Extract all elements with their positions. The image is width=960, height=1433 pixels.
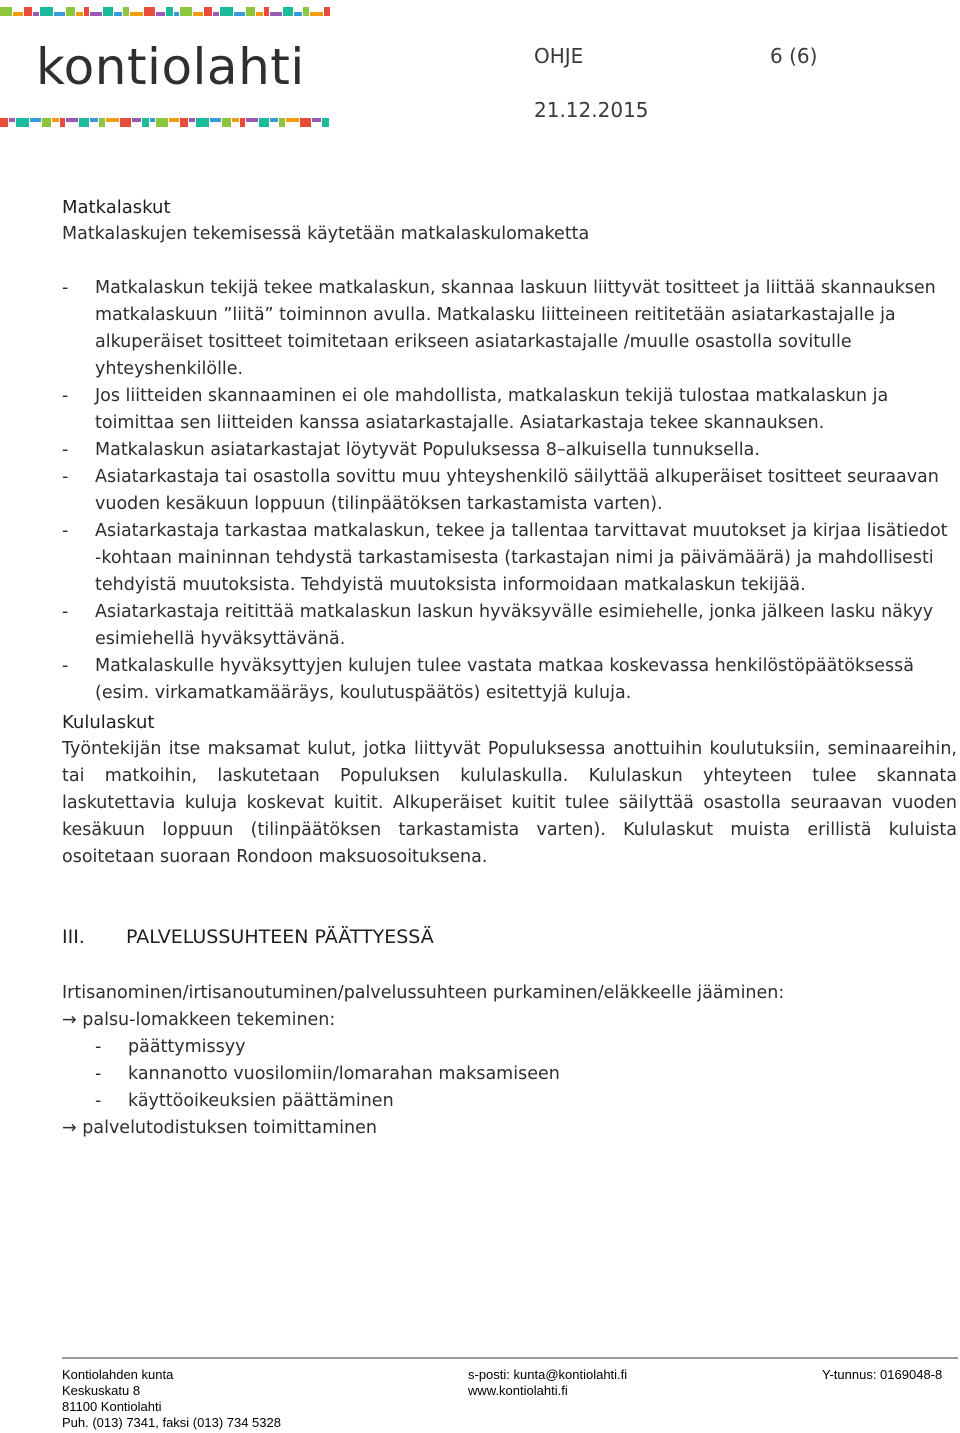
logo-stripe-segment <box>174 12 179 16</box>
logo-stripe-segment <box>283 7 293 16</box>
logo-stripe-segment <box>286 118 299 122</box>
footer-web[interactable]: www.kontiolahti.fi <box>468 1383 568 1398</box>
logo-stripe-segment <box>42 118 51 127</box>
logo-stripe-segment <box>30 118 41 122</box>
list-item: - Asiatarkastaja reitittää matkalaskun laskun hyväksyvälle esimiehelle, jonka jälkeen lasku näkyy esimiehellä hyväksyttävänä. <box>62 599 957 653</box>
logo-stripe-segment <box>180 118 188 127</box>
logo-stripe-segment <box>180 7 192 16</box>
logo-stripe-segment <box>220 7 233 16</box>
logo-stripe-segment <box>123 7 129 16</box>
footer-org: Kontiolahden kunta <box>62 1367 174 1382</box>
logo-stripe-segment <box>33 12 39 16</box>
logo-stripe-segment <box>279 118 285 127</box>
logo-stripe-segment <box>196 118 209 127</box>
logo-stripe-segment <box>324 7 330 16</box>
footer-right <box>822 1367 942 1383</box>
logo-stripe-segment <box>189 118 195 122</box>
footer-ytunnus: Y-tunnus: 0169048-8 <box>822 1367 943 1382</box>
list-item: - Jos liitteiden skannaaminen ei ole mahdollista, matkalaskun tekijä tulostaa matkalaskun ja toimittaa sen liitteiden kanssa asiatarkastajalle. Asiatarkastaja tekee skannauksen. <box>62 383 957 437</box>
section-heading-kululaskut: Kululaskut <box>62 712 155 733</box>
logo-stripe-segment <box>294 12 302 16</box>
logo-stripe-segment <box>156 12 165 16</box>
logo-stripe-segment <box>264 7 269 16</box>
section3-intro: Irtisanominen/irtisanoutuminen/palvelussuhteen purkaminen/eläkkeelle jääminen: <box>62 983 785 1003</box>
section-number: III. <box>62 926 85 948</box>
logo-stripe-segment <box>79 118 89 127</box>
logo-stripe-segment <box>9 118 15 122</box>
logo-stripe-segment <box>256 12 263 16</box>
logo-stripe-segment <box>246 118 258 122</box>
logo-stripe-segment <box>156 118 168 127</box>
list-item: - Matkalaskulle hyväksyttyjen kulujen tulee vastata matkaa koskevassa henkilöstöpäätöksessä (esim. virkamatkamääräys, koulutuspäätös) esitettyjä kuluja. <box>62 653 957 707</box>
logo-stripe-segment <box>54 12 65 16</box>
section-subtitle: Matkalaskujen tekemisessä käytetään matkalaskulomaketta <box>62 224 590 244</box>
list-item: - Matkalaskun tekijä tekee matkalaskun, skannaa laskuun liittyvät tositteet ja liittää skannauksen matkalaskuun ”liitä” toiminnon avulla. Matkalasku liitteineen reititetään asiatarkastajalle ja alkuperäiset tositteet toimitetaan erikseen asiatarkastajalle /muulle osastolla sovitulle yhteyshenkilölle. <box>62 275 957 383</box>
logo: kontiolahti <box>36 38 305 96</box>
logo-stripe-segment <box>232 118 239 122</box>
logo-bottom-stripe <box>0 118 330 134</box>
page-number: 6 (6) <box>770 44 818 68</box>
logo-stripe-segment <box>52 118 59 122</box>
matkalaskut-section <box>62 194 957 707</box>
logo-stripe-segment <box>76 12 83 16</box>
list-item: - Asiatarkastaja tai osastolla sovittu muu yhteyshenkilö säilyttää alkuperäiset tositteet seuraavan vuoden kesäkuun loppuun (tilinpäätöksen tarkastamista varten). <box>62 464 957 518</box>
logo-stripe-segment <box>303 7 309 16</box>
kululaskut-body: Työntekijän itse maksamat kulut, jotka liittyvät Populuksessa anottuihin koulutuksiin, seminaareihin, tai matkoihin, laskutetaan Populuksen kululaskulla. Kululaskun yhteyteen tulee skannata laskutettavia kuluja koskevat kuitit. Alkuperäiset kuitit tulee säilyttää osastolla seuraavan vuoden kesäkuun loppuun (tilinpäätöksen tarkastamista varten). Kululaskut muista erillistä kuluista osoitetaan suoraan Rondoon maksuosoituksena. <box>62 739 957 867</box>
logo-stripe-segment <box>90 12 102 16</box>
list-item: - päättymissyy <box>95 1034 957 1061</box>
section3-body <box>62 980 957 1142</box>
logo-stripe-segment <box>40 7 53 16</box>
logo-stripe-segment <box>204 7 212 16</box>
logo-stripe-segment <box>270 12 282 16</box>
list-item: - Asiatarkastaja tarkastaa matkalaskun, tekee ja tallentaa tarvittavat muutokset ja kirjaa lisätiedot -kohtaan maininnan tehdystä tarkastamisesta (tarkastajan nimi ja päivämäärä) ja mahdollisesti tehdyistä muutoksista. Tehdyistä muutoksista informoidaan matkalaskun tekijää. <box>62 518 957 599</box>
logo-stripe-segment <box>120 118 131 127</box>
arrow-right-icon: → <box>62 1010 77 1030</box>
list-item: - Matkalaskun asiatarkastajat löytyvät Populuksessa 8–alkuisella tunnuksella. <box>62 437 957 464</box>
logo-stripe-segment <box>222 118 231 127</box>
logo-stripe-segment <box>300 118 311 127</box>
logo-stripe-segment <box>310 12 323 16</box>
logo-stripe-segment <box>60 118 65 127</box>
footer-postal: 81100 Kontiolahti <box>62 1399 162 1414</box>
logo-stripe-segment <box>246 7 255 16</box>
logo-stripe-segment <box>150 118 155 122</box>
logo-stripe-segment <box>114 12 122 16</box>
logo-stripe-segment <box>103 7 113 16</box>
logo-stripe-segment <box>106 118 119 122</box>
doc-date: 21.12.2015 <box>534 98 649 122</box>
logo-stripe-segment <box>0 118 8 127</box>
logo-stripe-segment <box>166 7 173 16</box>
arrow-item <box>62 1007 957 1034</box>
logo-stripe-segment <box>213 12 219 16</box>
logo-stripe-segment <box>259 118 269 127</box>
logo-stripe-segment <box>142 118 149 127</box>
logo-stripe-segment <box>312 118 321 122</box>
logo-stripe-segment <box>240 118 245 127</box>
footer-left <box>62 1367 281 1431</box>
logo-stripe-segment <box>99 118 105 127</box>
logo-stripe-segment <box>90 118 98 122</box>
arrow-right-icon: → <box>62 1118 77 1138</box>
footer-divider <box>62 1357 958 1359</box>
logo-stripe-segment <box>169 118 179 122</box>
footer-phone: Puh. (013) 7341, faksi (013) 734 5328 <box>62 1415 281 1430</box>
kululaskut-section <box>62 709 957 871</box>
logo-stripe-segment <box>66 7 75 16</box>
logo-stripe-segment <box>144 7 155 16</box>
doc-type: OHJE <box>534 44 584 68</box>
section-heading-matkalaskut: Matkalaskut <box>62 197 171 218</box>
matkalaskut-list <box>62 275 957 707</box>
logo-stripe-segment <box>24 7 32 16</box>
logo-stripe-segment <box>132 118 141 122</box>
logo-stripe-segment <box>322 118 329 127</box>
logo-stripe-segment <box>16 118 29 127</box>
logo-stripe-segment <box>270 118 278 122</box>
logo-stripe-segment <box>0 7 12 16</box>
logo-stripe-segment <box>193 12 203 16</box>
logo-stripe-segment <box>84 7 89 16</box>
section3-sublist <box>95 1034 957 1115</box>
footer-middle <box>468 1367 627 1399</box>
list-item: - käyttöoikeuksien päättäminen <box>95 1088 957 1115</box>
logo-stripe-segment <box>234 12 245 16</box>
logo-stripe-segment <box>13 12 23 16</box>
footer-email[interactable]: s-posti: kunta@kontiolahti.fi <box>468 1367 628 1382</box>
footer-address: Keskuskatu 8 <box>62 1383 141 1398</box>
arrow-item-text: palsu-lomakkeen tekeminen: <box>82 1010 336 1030</box>
list-item: - kannanotto vuosilomiin/lomarahan maksamiseen <box>95 1061 957 1088</box>
arrow-item-text: palvelutodistuksen toimittaminen <box>82 1118 377 1138</box>
logo-stripe-segment <box>210 118 221 122</box>
logo-stripe-segment <box>66 118 78 122</box>
logo-top-stripe <box>0 0 330 16</box>
arrow-item <box>62 1115 957 1142</box>
logo-stripe-segment <box>130 12 143 16</box>
section-title: PALVELUSSUHTEEN PÄÄTTYESSÄ <box>126 926 434 948</box>
